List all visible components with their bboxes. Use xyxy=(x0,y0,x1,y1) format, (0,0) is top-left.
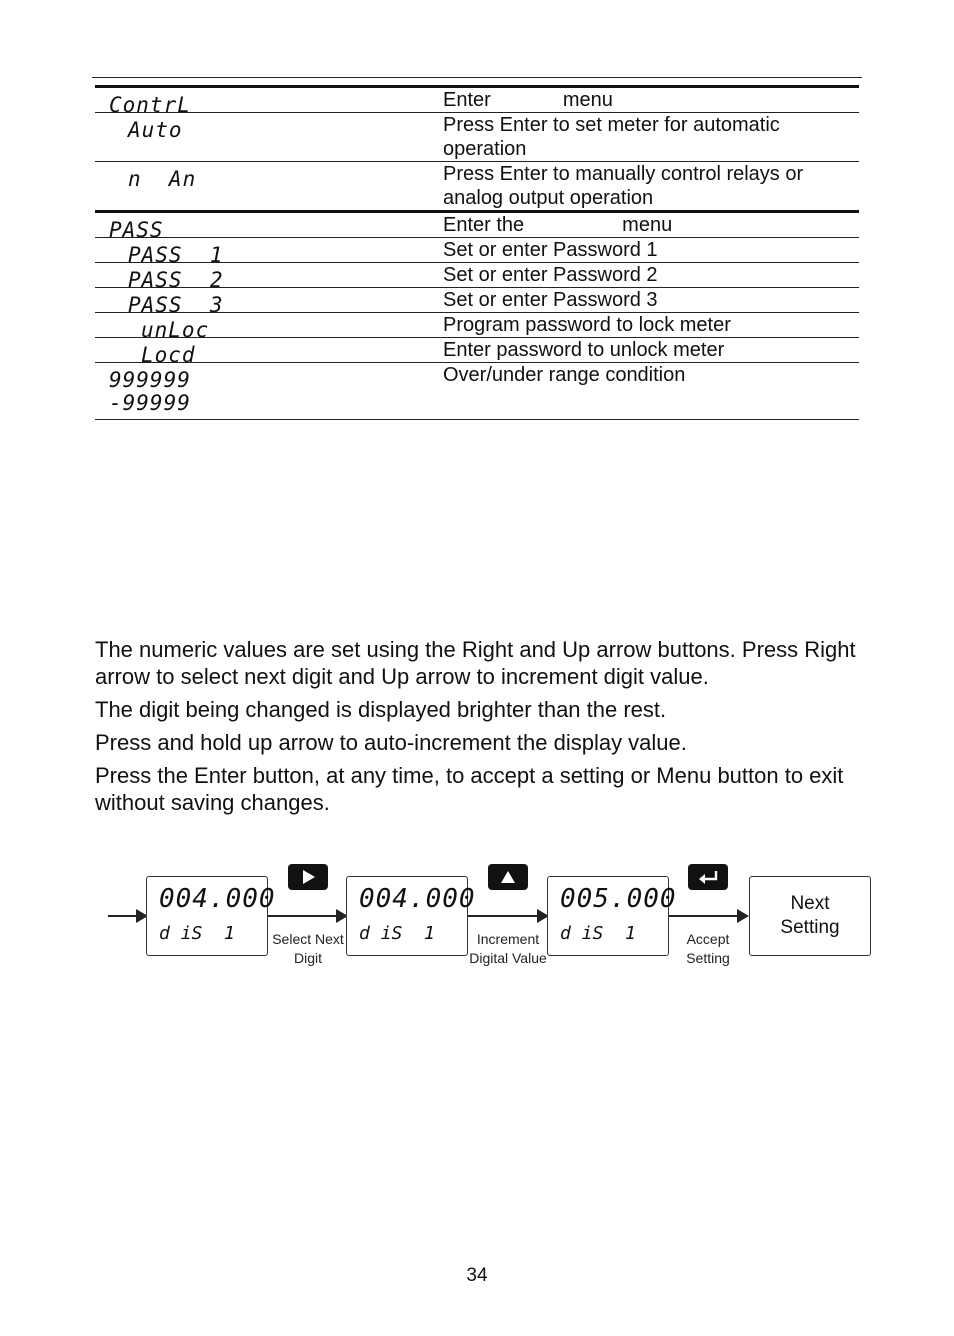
step-label: Increment Digital Value xyxy=(469,931,547,966)
row-description: Press Enter to set meter for automatic operation xyxy=(443,114,780,160)
row-description: Press Enter to manually control relays or analog output operation xyxy=(443,163,804,209)
lcd-code-under: -99999 xyxy=(109,391,191,415)
top-rule xyxy=(92,77,862,78)
row-description: Over/under range condition xyxy=(443,364,686,386)
row-description: Enter the menu xyxy=(443,214,673,236)
table-row xyxy=(95,87,859,113)
instruction-paragraph: Press and hold up arrow to auto-increment the display value. xyxy=(95,730,687,755)
right-arrow-key-icon xyxy=(288,864,328,890)
table-row xyxy=(95,363,859,420)
table-row xyxy=(95,338,859,363)
lcd-code: PASS 2 xyxy=(128,268,224,292)
row-description: Set or enter Password 3 xyxy=(443,289,658,311)
instruction-paragraph: The digit being changed is displayed brighter than the rest. xyxy=(95,697,667,722)
step-label: Accept Setting xyxy=(686,931,730,966)
meter-display xyxy=(346,876,476,956)
up-arrow-key-icon xyxy=(488,864,528,890)
lcd-code: ContrL xyxy=(109,93,191,117)
row-description: Enter menu xyxy=(443,89,613,111)
meter-display xyxy=(146,876,276,956)
display-label: d iS 1 xyxy=(560,923,636,944)
next-setting-box xyxy=(749,876,871,956)
lcd-code: n An xyxy=(128,167,197,191)
lcd-code: Locd xyxy=(141,343,196,367)
row-description: Enter password to unlock meter xyxy=(443,339,725,361)
table-row xyxy=(95,288,859,313)
display-value: 004.000 xyxy=(359,884,476,914)
enter-key-icon xyxy=(688,864,728,890)
flow-arrow xyxy=(669,915,743,917)
lcd-code: PASS xyxy=(109,218,164,242)
menu-table xyxy=(95,85,859,420)
page-number: 34 xyxy=(466,1265,488,1286)
row-description: Set or enter Password 1 xyxy=(443,239,658,261)
display-label: d iS 1 xyxy=(359,923,435,944)
flow-arrow xyxy=(468,915,543,917)
table-row xyxy=(95,212,859,238)
instruction-paragraph: Press the Enter button, at any time, to accept a setting or Menu button to exit without saving changes. xyxy=(95,763,844,815)
step-label: Select Next Digit xyxy=(272,931,344,966)
table-row xyxy=(95,113,859,162)
next-setting-label: Next Setting xyxy=(780,893,840,938)
row-description: Set or enter Password 2 xyxy=(443,264,658,286)
row-description: Program password to lock meter xyxy=(443,314,731,336)
lcd-code: PASS 3 xyxy=(128,293,224,317)
lcd-code-over: 999999 xyxy=(109,368,191,392)
table-row xyxy=(95,263,859,288)
flow-arrow xyxy=(268,915,342,917)
table-row xyxy=(95,238,859,263)
instruction-paragraph: The numeric values are set using the Right and Up arrow buttons. Press Right arrow to select next digit and Up arrow to increment digit value. xyxy=(95,637,856,689)
lcd-code: PASS 1 xyxy=(128,243,224,267)
lcd-code: unLoc xyxy=(141,318,210,342)
arrowhead xyxy=(737,909,749,923)
lcd-code: Auto xyxy=(128,118,183,142)
table-row xyxy=(95,162,859,212)
meter-display xyxy=(547,876,677,956)
display-value: 005.000 xyxy=(560,884,677,914)
flow-diagram xyxy=(100,858,880,998)
display-label: d iS 1 xyxy=(159,923,235,944)
display-value: 004.000 xyxy=(159,884,276,914)
table-row xyxy=(95,313,859,338)
